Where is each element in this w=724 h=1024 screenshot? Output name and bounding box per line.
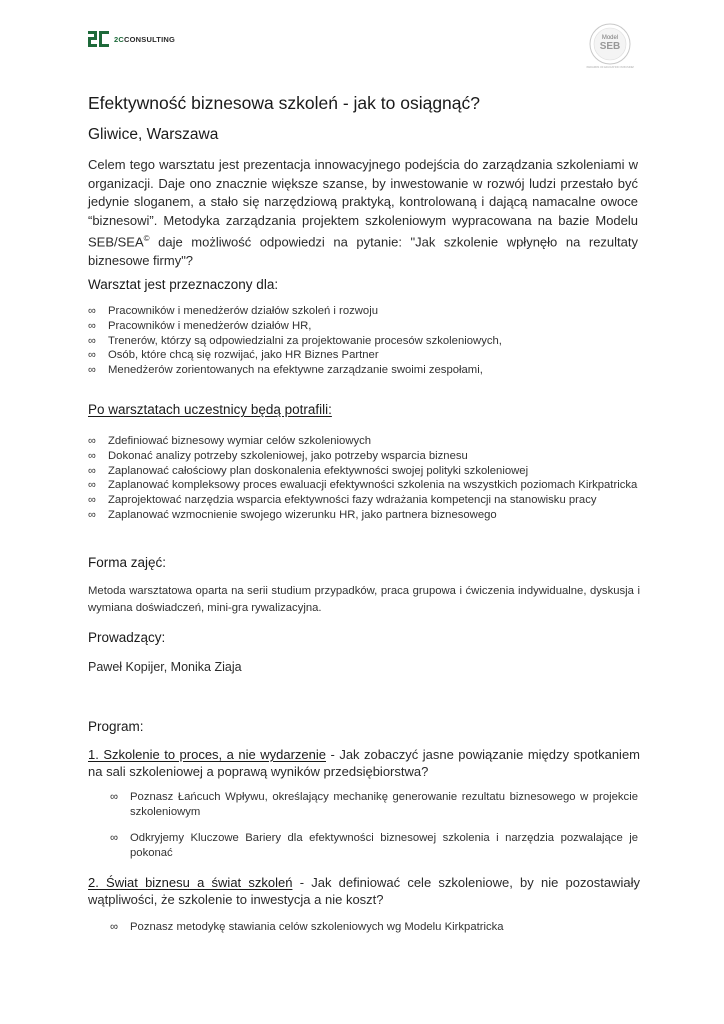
outcomes-list <box>88 434 640 523</box>
2c-logo-mark-icon <box>88 31 110 47</box>
trainers-names: Paweł Kopijer, Monika Ziaja <box>88 660 242 674</box>
program-item-2-list <box>110 920 638 935</box>
audience-list <box>88 304 640 378</box>
list-item: ∞ Zaprojektować narzędzia wsparcia efektywności fazy wdrażania kompetencji na stanowisku pracy <box>88 494 597 507</box>
brand-name: 2CCONSULTING <box>114 34 176 44</box>
list-item: ∞ Zaplanować całościowy plan doskonalenia efektywności swojej polityki szkoleniowej <box>88 464 529 477</box>
intro-paragraph: Celem tego warsztatu jest prezentacja innowacyjnego podejścia do zarządzania szkoleniami w organizacji. Daje ono znacznie większe szanse, by inwestowanie w rozwój ludzi przestało być jedynie sloganem, a stało się narzędziową praktyką, kontrolowaną i dającą namacalne owoce “biznesowi”. Metodyka zarządzania projektem szkoleniowym wypracowana na bazie Modelu SEB/SEA© daje możliwość odpowiedzi na pytanie: "Jak szkolenie wpłynęło na rezultaty biznesowe firmy"? <box>88 157 638 268</box>
seal-caption-text: STANDARDS OF EDUCATION IN BUSINESS <box>586 66 634 69</box>
page-title: Efektywność biznesowa szkoleń - jak to osiągnąć? <box>88 93 481 113</box>
seal-main-text: SEB <box>599 41 621 52</box>
program-item-1-list <box>110 790 638 861</box>
location: Gliwice, Warszawa <box>88 126 219 143</box>
program-heading: Program: <box>88 719 144 734</box>
list-item: ∞ Zdefiniować biznesowy wymiar celów szkoleniowych <box>88 435 372 447</box>
outcomes-heading: Po warsztatach uczestnicy będą potrafili: <box>88 402 332 417</box>
list-item: ∞ Pracowników i menedżerów działów HR, <box>88 319 312 332</box>
list-item: ∞ Trenerów, którzy są odpowiedzialni za projektowanie procesów szkoleniowych, <box>88 334 502 347</box>
program-item-2: 2. Świat biznesu a świat szkoleń - Jak definiować cele szkoleniowe, by nie pozostawiały wątpliwości, że szkolenie to inwestycja a nie koszt? <box>88 875 640 907</box>
2c-consulting-logo <box>88 30 175 48</box>
list-item: ∞ Menedżerów zorientowanych na efektywne zarządzanie swoimi zespołami, <box>88 364 483 377</box>
audience-heading: Warsztat jest przeznaczony dla: <box>88 277 279 292</box>
list-item: ∞ Poznasz metodykę stawiania celów szkoleniowych wg Modelu Kirkpatricka <box>110 921 504 933</box>
list-item: ∞ Poznasz Łańcuch Wpływu, określający mechanikę generowanie rezultatu biznesowego w projekcie szkoleniowym <box>110 791 638 818</box>
list-item: ∞ Dokonać analizy potrzeby szkoleniowej, jako potrzeby wsparcia biznesu <box>88 449 468 462</box>
form-heading: Forma zajęć: <box>88 555 167 570</box>
list-item: ∞ Osób, które chcą się rozwijać, jako HR Biznes Partner <box>88 349 379 362</box>
list-item: ∞ Odkryjemy Kluczowe Bariery dla efektywności biznesowej szkolenia i narzędzia pozwalające je pokonać <box>110 832 638 859</box>
trainers-heading: Prowadzący: <box>88 630 166 645</box>
list-item: ∞ Pracowników i menedżerów działów szkoleń i rozwoju <box>88 305 378 317</box>
list-item: ∞ Zaplanować wzmocnienie swojego wizerunku HR, jako partnera biznesowego <box>88 508 497 521</box>
form-text: Metoda warsztatowa oparta na serii studium przypadków, praca grupowa i ćwiczenia indywidualne, dyskusja i wymiana doświadczeń, mini-gra rywalizacyjna. <box>88 585 640 614</box>
list-item: ∞ Zaplanować kompleksowy proces ewaluacji efektywności szkolenia na wszystkich poziomach Kirkpatricka <box>88 479 638 492</box>
model-seb-seal <box>586 22 634 70</box>
seal-badge-icon <box>586 22 634 70</box>
program-item-1: 1. Szkolenie to proces, a nie wydarzenie - Jak zobaczyć jasne powiązanie między spotkaniem na sali szkoleniowej a poprawą wyników przedsiębiorstwa? <box>88 747 641 779</box>
seal-top-text: Model <box>601 35 619 41</box>
